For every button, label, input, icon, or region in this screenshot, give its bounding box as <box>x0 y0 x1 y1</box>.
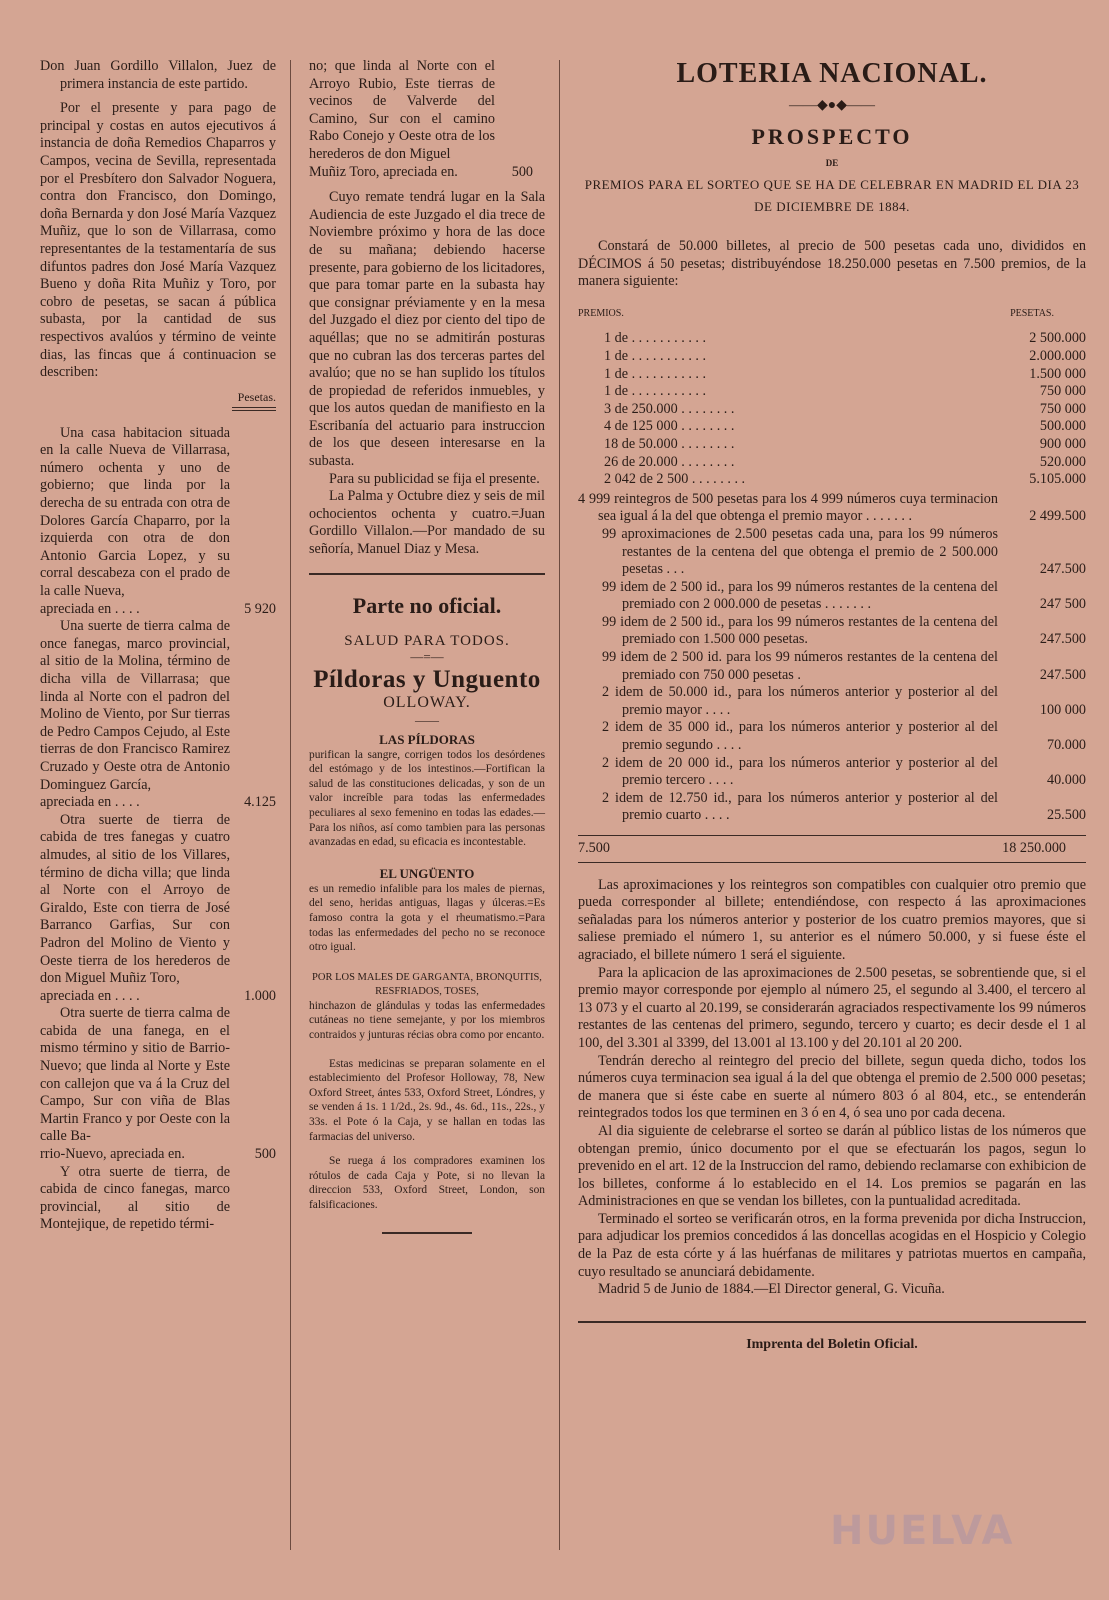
unguento-text: es un remedio infalible para los males de piernas, del seno, heridas antiguas, llagas y úlceras.=Es famoso contra la gota y el rheumatismo.=Para todas las enfermedades del pecho no se reconoce otro igual. <box>309 882 545 954</box>
property-text: Una suerte de tierra calma de once fanegas, marco provincial, al sitio de la Molina, término de dicha villa de Villarrasa; que linda al Norte con el padron del Molino de Viento, por Sur tierras de Pedro Campos Cejudo, al Este tierras de don Francisco Ramirez Cruzado y Oeste otra de Antonio Dominguez García, <box>40 618 230 793</box>
property-item <box>40 618 276 812</box>
aproximacion-text: 2 idem de 12.750 id., para los números anterior y posterior al del premio cuarto . . . . <box>602 789 998 824</box>
prize-label: 1 de . . . . . . . . . . . <box>604 330 707 347</box>
imprenta-footer: Imprenta del Boletin Oficial. <box>746 1336 918 1352</box>
pildoras-heading: LAS PÍLDORAS <box>379 731 475 747</box>
reintegros-amount: 2 499.500 <box>1029 508 1086 525</box>
prize-label: 4 de 125 000 . . . . . . . . <box>604 418 735 435</box>
property-label: apreciada en . . . . <box>40 600 140 617</box>
prize-amount: 1.500 000 <box>1029 365 1086 382</box>
parte-no-oficial-heading: Parte no oficial. <box>352 592 502 618</box>
prize-amount: 2.000.000 <box>1029 347 1086 364</box>
ad-brand: OLLOWAY. <box>383 693 471 711</box>
property-value: 500 <box>511 163 533 180</box>
prospecto-paragraph: Las aproximaciones y los reintegros son compatibles con cualquier otro premio que pueda corresponder al billete; entendiéndose, con respecto á las aproximaciones señaladas para los números anterior y posterior de los cuatro premios mayores, que si saliese premiado el número 1, su anterior es el número 50.000, y si fuese éste el agraciado, el billete número 1 será el siguiente. <box>578 876 1086 963</box>
property-label: rrio-Nuevo, apreciada en. <box>40 1146 185 1163</box>
prospecto-paragraph: Terminado el sorteo se verificarán otros, en la forma prevenida por dicha Instruccion, para adjudicar los premios concedidos á las doncellas acogidas en el Hospicio y Colegio de la Paz de esta córte y á las huérfanas de militares y patriotas muertos en campaña, cuyo resultado se anunciará debidamente. <box>578 1210 1086 1280</box>
property-value: 5 920 <box>244 600 276 617</box>
prize-row <box>578 471 1086 489</box>
property-item <box>40 1005 276 1163</box>
prize-table-header <box>578 305 1086 323</box>
property-label: Muñiz Toro, apreciada en. <box>309 163 458 180</box>
edict-intro: Por el presente y para pago de principal y costas en autos ejecutivos á instancia de doña Remedios Chaparros y Campos, vecina de Sevilla, representada por el Presbítero don Salvador Noguera, contra don Francisco, don Domingo, doña Bernarda y don José María Vazquez Muñiz, que lo son de Villarrasa, como representantes de la testamentaría de sus difuntos padres don José María Vazquez Bueno y doña Rita Muñiz y Toro, por cobro de pesetas, se sacan á pública subasta, por la cantidad de sus respectivos avalúos y término de veinte dias, las fincas que á continuacion se describen: <box>40 100 276 381</box>
aproximacion-row <box>578 526 1086 579</box>
totals-row <box>578 840 1086 858</box>
aproximacion-text: 2 idem de 35 000 id., para los números anterior y posterior al del premio segundo . . . . <box>602 719 998 754</box>
prize-amount: 2 500.000 <box>1029 330 1086 347</box>
footer-rule <box>578 1321 1086 1323</box>
aproximacion-row <box>578 790 1086 825</box>
falsificaciones-warning: Se ruega á los compradores examinen los rótulos de cada Caja y Pote, si no llevan la direccion 533, Oxford Street, London, son falsificaciones. <box>309 1155 545 1211</box>
unguento-heading: EL UNGÜENTO <box>379 865 475 881</box>
aproximacion-row <box>578 579 1086 614</box>
prize-label: 1 de . . . . . . . . . . . <box>604 365 707 382</box>
aproximacion-text: 2 idem de 50.000 id., para los números anterior y posterior al del premio mayor . . . . <box>602 684 998 718</box>
aproximacion-amount: 70.000 <box>1046 737 1086 754</box>
property-text: Y otra suerte de tierra, de cabida de cinco fanegas, marco provincial, al sitio de Montejique, de repetido térmi- <box>40 1163 230 1233</box>
header-pesetas: PESETAS. <box>1010 307 1054 319</box>
property-value-row <box>309 164 545 182</box>
edict-signature: La Palma y Octubre diez y seis de mil ochocientos ochenta y cuatro.=Juan Gordillo Villalon.—Por mandado de su señoría, Manuel Diaz y Mesa. <box>309 488 545 558</box>
aproximacion-text: 2 idem de 20 000 id., para los números anterior y posterior al del premio tercero . . . . <box>602 754 998 789</box>
ad-ornament: —=— <box>410 648 444 664</box>
pesetas-label: Pesetas. <box>237 389 276 404</box>
prize-row <box>578 366 1086 384</box>
prospecto-intro: Constará de 50.000 billetes, al precio de 500 pesetas cada uno, divididos en DÉCIMOS á 50 pesetas; distribuyéndose 18.250.000 pesetas en 7.500 premios, de la manera siguiente: <box>578 238 1086 290</box>
aproximacion-amount: 247.500 <box>1039 666 1086 683</box>
prospecto-heading: PROSPECTO <box>751 124 913 149</box>
reintegros-row <box>578 491 1086 526</box>
aproximacion-amount: 247 500 <box>1039 596 1086 613</box>
prize-label: 26 de 20.000 . . . . . . . . <box>604 453 735 470</box>
prize-amount: 500.000 <box>1039 418 1086 435</box>
aproximacion-text: 99 idem de 2 500 id., para los 99 números restantes de la centena del premiado con 2 000.000 de pesetas . . . . . . . <box>602 578 998 613</box>
property-value-row <box>40 1146 276 1164</box>
prize-label: 1 de . . . . . . . . . . . <box>604 347 707 364</box>
aproximacion-row <box>578 755 1086 790</box>
aproximacion-row <box>578 684 1086 719</box>
prize-row <box>578 401 1086 419</box>
prize-amount: 5.105.000 <box>1029 471 1086 488</box>
property-text: Otra suerte de tierra calma de cabida de una fanega, en el mismo término y sitio de Barrio-Nuevo; que linda al Norte y Este con callejon que va á la Cruz del Campo, Sur con viña de Blas Martin Franco y por Oeste con la calle Ba- <box>40 1005 230 1145</box>
total-rule-bottom <box>578 862 1086 863</box>
aproximacion-amount: 100 000 <box>1039 701 1086 718</box>
column-edict-cont-and-ad <box>309 58 545 1234</box>
total-pesetas: 18 250.000 <box>1002 840 1066 856</box>
prize-label: 3 de 250.000 . . . . . . . . <box>604 400 735 417</box>
edict-heading: Don Juan Gordillo Villalon, Juez de primera instancia de este partido. <box>40 58 276 92</box>
prize-row <box>578 383 1086 401</box>
aproximacion-row <box>578 649 1086 684</box>
property-value: 1.000 <box>244 987 276 1004</box>
prospecto-paragraph: Para la aplicacion de las aproximaciones de 2.500 pesetas, se sobrentiende que, si el premio mayor corresponde por ejemplo al número 25, el segundo al 3.400, el tercero al 13 073 y el cuarto al 20.199, se considerarán agraciados respectivamente los 99 números restantes de las centenas del primero, segundo, tercero y cuarto; es decir desde el 1 al 100, del 3.301 al 3399, del 13.001 al 13.100 y del 20.101 al 20 200. <box>578 964 1086 1051</box>
pildoras-text: purifican la sangre, corrigen todos los desórdenes del estómago y de los intestinos.—Fortifican la salud de las constituciones delicadas, y son de un valor increíble para todas las enfermedades peculiares al sexo femenino en todas las edades.—Para los niños, así como tambien para las personas avanzadas en edad, su eficacia es incontestable. <box>309 748 545 849</box>
aproximacion-amount: 40.000 <box>1046 772 1086 789</box>
property-label: apreciada en . . . . <box>40 987 140 1004</box>
prize-label: 1 de . . . . . . . . . . . <box>604 383 707 400</box>
column-divider-right <box>559 60 560 1550</box>
aproximacion-row <box>578 719 1086 754</box>
ad-body <box>309 732 545 1213</box>
prize-label: 2 042 de 2 500 . . . . . . . . <box>604 471 746 488</box>
watermark-logo: HUELVA <box>830 1508 1015 1554</box>
auction-terms: Cuyo remate tendrá lugar en la Sala Audiencia de este Juzgado el dia trece de Noviembre próximo y hora de las doce de su mañana; debiendo hacerse presente, para gobierno de los licitadores, que para tomar parte en la subasta hay que consignar préviamente y en la mesa del Juzgado el diez por ciento del tipo de aquéllas; que no se admitirán posturas que no cubran las dos terceras partes del avalúo; que no se han suplido los títulos de propiedad de referidos inmuebles, y que los autos quedan de manifiesto en la Escribanía del actuario para instruccion de los que deseen interesarse en la subasta. <box>309 189 545 470</box>
property-item <box>40 812 276 1006</box>
property-value-row <box>40 988 276 1006</box>
aproximacion-text: 99 aproximaciones de 2.500 pesetas cada una, para los 99 números restantes de la centena del que obtenga el premio de 2 500.000 pesetas . . . <box>602 525 998 578</box>
edict-continuation <box>309 58 545 181</box>
garganta-heading: POR LOS MALES DE GARGANTA, BRONQUITIS, RESFRIADOS, TOSES, <box>312 971 542 997</box>
aproximacion-amount: 247.500 <box>1039 631 1086 648</box>
total-premios: 7.500 <box>578 840 610 856</box>
aproximaciones-list <box>578 526 1086 825</box>
prize-row <box>578 418 1086 436</box>
garganta-text: hinchazon de glándulas y todas las enfermedades cutáneas no tiene semejante, y por los miembros contraidos y junturas récias obra como por encanto. <box>309 999 545 1041</box>
loteria-title: LOTERIA NACIONAL. <box>676 58 988 89</box>
prize-label: 18 de 50.000 . . . . . . . . <box>604 435 735 452</box>
prize-row <box>578 348 1086 366</box>
pesetas-rule <box>232 407 276 411</box>
aproximacion-text: 99 idem de 2 500 id., para los 99 números restantes de la centena del premiado con 1.500 000 pesetas. <box>602 613 998 648</box>
de-label: DE <box>825 158 839 168</box>
aproximacion-text: 99 idem de 2 500 id. para los 99 números restantes de la centena del premiado con 750 000 pesetas . <box>602 649 998 683</box>
ad-ornament: —— <box>415 712 439 727</box>
prize-row <box>578 454 1086 472</box>
property-value-row <box>40 601 276 619</box>
aproximacion-amount: 247.500 <box>1039 561 1086 578</box>
property-value: 4.125 <box>244 794 276 811</box>
prize-amount: 520.000 <box>1039 453 1086 470</box>
property-value-row <box>40 794 276 812</box>
medicinas-text: Estas medicinas se preparan solamente en el establecimiento del Profesor Holloway, 78, New Oxford Street, ántes 533, Oxford Street, Lóndres, y se venden á 1s. 1 1/2d., 2s. 9d., 4s. 6d., 11s., 22s., y 33s. el Pote ó la Caja, y se hallan en todas las farmacias del universo. <box>309 1057 545 1143</box>
prize-row <box>578 330 1086 348</box>
column-divider-left <box>290 60 291 1550</box>
property-value: 500 <box>254 1146 276 1163</box>
section-rule <box>309 573 545 575</box>
prospecto-subtitle: PREMIOS PARA EL SORTEO QUE SE HA DE CELEBRAR EN MADRID EL DIA 23 DE DICIEMBRE DE 1884. <box>584 177 1080 214</box>
prize-amount: 900 000 <box>1039 435 1086 452</box>
property-text: no; que linda al Norte con el Arroyo Rubio, Este tierras de vecinos de Valverde del Camino, Sur con el camino Rabo Conejo y Oeste otra de los herederos de don Miguel <box>309 58 495 162</box>
property-label: apreciada en . . . . <box>40 794 140 811</box>
property-text: Una casa habitacion situada en la calle Nueva de Villarrasa, número ochenta y uno de gobierno; que linda por la derecha de su entrada con otra de Dolores García Chaparro, por la izquierda con otra de don Antonio Garcia Lopez, y su corral descabeza con el prado de la calle Nueva, <box>40 424 230 600</box>
total-rule <box>578 835 1086 836</box>
prize-table <box>578 330 1086 488</box>
aproximacion-amount: 25.500 <box>1046 807 1086 824</box>
ad-product-title: Píldoras y Unguento <box>313 665 541 693</box>
property-text: Otra suerte de tierra de cabida de tres fanegas y cuatro almudes, al sitio de los Villares, término de dicha villa; que linda al Norte con el Arroyo de Giraldo, Este con tierra de José Barranco Garfias, Sur con Padron del Molino de Viento y Oeste tierra de los herederos de don Miguel Muñiz Toro, <box>40 811 230 987</box>
reintegros-text: 4 999 reintegros de 500 pesetas para los 4 999 números cuya terminacion sea igual á la del que obtenga el premio mayor . . . . . . . <box>578 490 998 525</box>
prospecto-signature: Madrid 5 de Junio de 1884.—El Director general, G. Vicuña. <box>598 1281 945 1298</box>
prize-amount: 750 000 <box>1039 383 1086 400</box>
prize-amount: 750 000 <box>1039 400 1086 417</box>
column-loteria <box>578 58 1086 1353</box>
prospecto-paragraph: Tendrán derecho al reintegro del precio del billete, segun queda dicho, todos los números cuya terminacion sea igual á la del que obtenga el premio de 2.500 000 pesetas; de manera que si éste cabe en suerte al número 803 ó al 804, etc., se entenderán reintegrados todos los que terminen en 3 ó en 4, ó sea uno por cada decena. <box>578 1052 1086 1122</box>
ad-end-rule <box>382 1232 472 1234</box>
title-ornament: ——◆●◆—— <box>789 98 875 113</box>
column-edict <box>40 58 276 1234</box>
header-premios: PREMIOS. <box>578 307 624 319</box>
publicity-note: Para su publicidad se fija el presente. <box>329 470 540 487</box>
prize-row <box>578 436 1086 454</box>
aproximacion-row <box>578 614 1086 649</box>
ad-tagline: SALUD PARA TODOS. <box>344 632 510 649</box>
prospecto-paragraph: Al dia siguiente de celebrarse el sorteo se darán al público listas de los números que obtengan premio, único documento por el que se efectuarán los pagos, segun lo prevenido en el art. 12 de la Instruccion del ramo, debiendo reclamarse con exhibicion de los billetes, conforme á lo establecido en el 14. Los premios se pagarán en las Administraciones en que se vendan los billetes, con la puntualidad acreditada. <box>578 1122 1086 1210</box>
property-item <box>40 425 276 619</box>
